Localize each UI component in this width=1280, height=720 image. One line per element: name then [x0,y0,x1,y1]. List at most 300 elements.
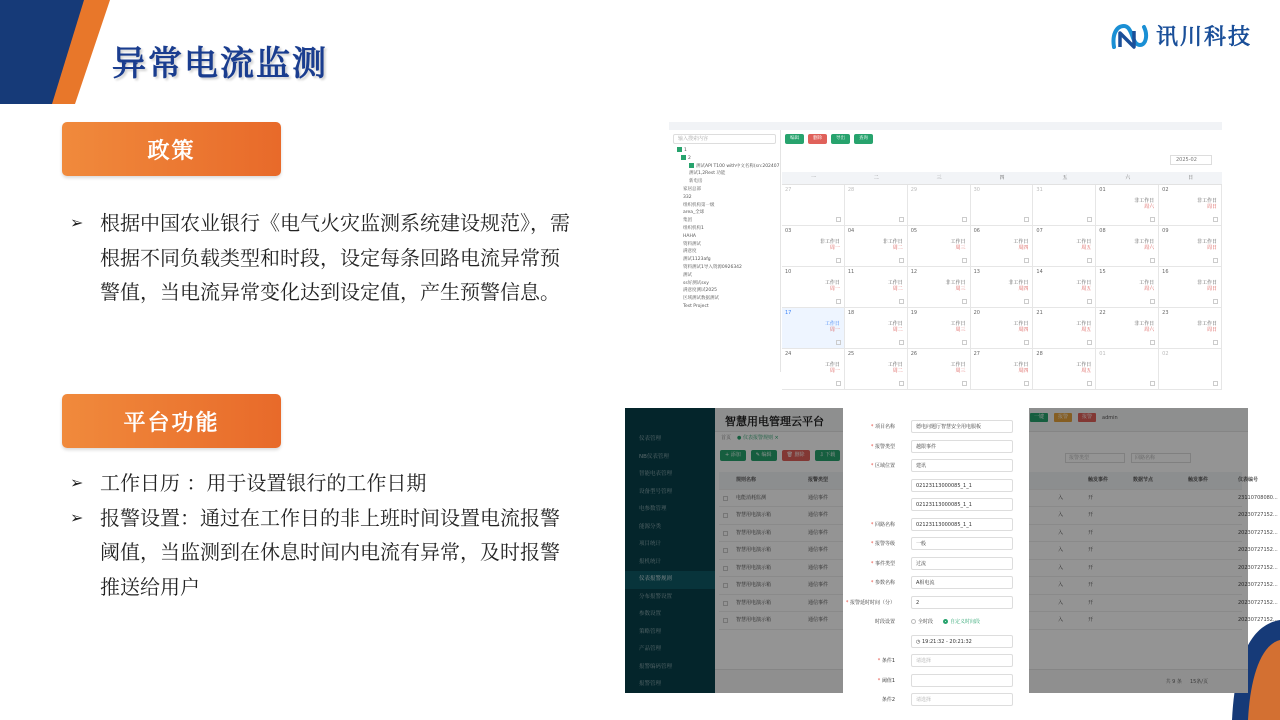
calendar-day[interactable] [782,308,845,349]
table-cell: 入 [1058,617,1064,623]
checkbox-icon[interactable] [681,155,686,160]
day-checkbox[interactable] [1150,299,1155,304]
day-weekday: 周日 [1206,204,1217,210]
tree-node[interactable] [673,256,776,264]
day-number: 02 [1162,351,1169,357]
weekday-label: 五 [1062,175,1068,181]
radio-option[interactable] [943,618,980,625]
pager-size[interactable]: 15条/页 [1189,679,1208,685]
tree-node[interactable] [673,264,776,272]
form-row [843,498,1029,518]
sidebar-item[interactable]: 仪表报警规则 [625,571,715,589]
pager-total: 共 9 条 [1165,679,1182,685]
form-label [878,677,895,684]
day-checkbox[interactable] [1087,258,1092,263]
tree-node[interactable] [673,295,776,303]
calendar-day[interactable] [1096,185,1159,226]
sidebar-item[interactable]: 能源分类 [639,523,662,530]
top-chip[interactable]: 一键 [1030,413,1048,422]
day-number: 12 [910,269,918,275]
column-header: 规则名称 [736,477,757,483]
sidebar-item[interactable]: 分布报警设置 [639,593,673,600]
calendar-day[interactable] [908,226,971,267]
column-header: 触发事件 [1088,477,1109,483]
calendar-day[interactable] [1159,267,1222,308]
day-type: 工作日 [1139,280,1155,286]
form-select[interactable]: A相电流 [911,576,1013,589]
sidebar-item[interactable]: 报警编码管理 [639,663,673,670]
form-label [871,540,895,547]
day-status [825,362,840,374]
day-checkbox[interactable] [962,299,967,304]
day-checkbox[interactable] [1024,258,1029,263]
day-status [951,321,966,333]
day-weekday: 周日 [1206,327,1217,333]
form-select[interactable]: 02123113000085_1_1 [911,518,1013,531]
calendar-day[interactable] [1096,267,1159,308]
form-label-text: 条件1 [881,658,895,664]
day-weekday: 周一 [829,327,840,333]
toolbar-button[interactable]: 删除 [808,134,827,144]
table-cell: 开 [1088,617,1094,623]
day-checkbox[interactable] [899,258,904,263]
calendar-day[interactable] [845,185,908,226]
calendar-day[interactable] [845,267,908,308]
form-label [875,618,895,625]
day-type: 非工作日 [882,239,903,245]
tree-node-label: 测试 [683,272,692,278]
sidebar-item[interactable]: 策略管理 [639,628,662,635]
day-status [820,239,840,251]
day-status [951,362,966,374]
calendar-day[interactable] [971,226,1034,267]
form-label [871,443,895,450]
form-select[interactable]: 过流 [911,557,1013,570]
calendar-screenshot [669,122,1222,372]
day-checkbox[interactable] [1024,217,1029,222]
day-status [1013,239,1028,251]
day-status [946,280,966,292]
table-cell: 通信事件 [808,494,829,501]
day-number: 07 [1036,228,1043,234]
policy-bullet-text: 根据中国农业银行《电气火灾监测系统建设规范》，需根据不同负载类型和时段，设定每条回路电流异常预警值，当电流异常变化达到设定值，产生预警信息。 [100,211,570,304]
day-weekday: 周一 [829,368,840,374]
radio-dot[interactable] [911,619,916,624]
day-status [1197,321,1217,333]
table-cell: 智慧用电演示箱 [736,582,772,588]
day-checkbox[interactable] [899,299,904,304]
day-type: 非工作日 [1196,198,1217,204]
org-tree-panel [669,130,781,372]
tree-node[interactable] [673,178,776,186]
tree-node-label: 组织机构1 [683,225,704,231]
day-number: 26 [910,351,918,357]
tree-node[interactable] [673,233,776,241]
tree-node-label: Test Project [683,303,709,309]
day-checkbox[interactable] [836,381,841,386]
form-label-text: 事件类型 [874,560,895,567]
table-cell: 通信事件 [808,599,829,606]
tree-node[interactable] [673,287,776,295]
form-select[interactable]: 请选择 [911,654,1013,667]
day-status [1197,239,1217,251]
day-checkbox[interactable] [962,258,967,263]
day-checkbox[interactable] [1024,381,1029,386]
day-weekday: 周五 [1081,245,1092,251]
tree-node[interactable] [673,248,776,256]
top-chip[interactable]: 报警 [1054,413,1072,422]
day-number: 05 [910,228,918,234]
day-number: 08 [1099,228,1106,234]
day-type: 非工作日 [945,280,966,286]
arrow-bullet-icon: ➢ [70,473,84,492]
day-number: 13 [973,269,980,275]
tree-node[interactable] [673,225,776,233]
day-checkbox[interactable] [1024,299,1029,304]
day-checkbox[interactable] [899,381,904,386]
calendar-day[interactable] [908,267,971,308]
table-cell: 20230727152... [1238,512,1278,518]
radio-group [911,618,980,625]
platform-bullet [70,501,570,605]
calendar-day[interactable] [908,308,971,349]
form-select[interactable]: 建讯 [911,459,1013,472]
calendar-day[interactable] [1033,226,1096,267]
day-checkbox[interactable] [1213,258,1218,263]
required-mark: * [870,560,875,567]
day-weekday: 周二 [892,327,903,333]
month-picker[interactable]: 2025-02 [1170,155,1212,165]
tree-node-label: 332 [683,194,692,200]
sidebar-item[interactable]: 报警管理 [639,681,662,687]
tree-node-label: 新电房 [689,179,703,185]
day-type: 工作日 [950,239,966,245]
form-row [843,674,1029,694]
radio-dot[interactable] [943,619,948,624]
day-status [1139,280,1154,292]
top-chip[interactable]: 报警 [1078,413,1096,422]
day-checkbox[interactable] [899,217,904,222]
day-type: 非工作日 [1196,280,1217,286]
day-number: 11 [847,269,855,275]
calendar-day[interactable] [971,185,1034,226]
tree-node[interactable] [673,209,776,217]
filter-circuit-name[interactable]: 回路名称 [1131,453,1191,463]
day-status [825,321,840,333]
table-cell: 开 [1088,494,1094,501]
sidebar-item[interactable]: 智能电表管理 [639,471,673,477]
toolbar-button[interactable]: 导出 [831,134,850,144]
day-weekday: 周一 [829,245,840,251]
form-row [843,596,1029,616]
required-mark: * [845,599,850,606]
tree-node[interactable] [673,303,776,311]
day-type: 非工作日 [1134,321,1155,327]
calendar-day[interactable] [1096,349,1159,390]
policy-bullet-list [70,206,570,310]
tree-node[interactable] [673,147,776,155]
calendar-day[interactable] [1096,308,1159,349]
calendar-day[interactable] [845,349,908,390]
day-weekday: 周日 [1206,245,1217,251]
calendar-day[interactable] [971,308,1034,349]
day-checkbox[interactable] [1024,340,1029,345]
weekday-label: 四 [999,175,1005,181]
calendar-day[interactable] [782,185,845,226]
day-number: 23 [1162,310,1169,316]
tree-node-label: 测试1,2Rest 功能 [689,171,726,177]
table-cell: 23110708080... [1238,494,1278,501]
tree-node[interactable] [673,217,776,225]
form-label-text: 回路名称 [874,521,895,528]
form-label-text: 区域位置 [874,463,895,469]
day-number: 09 [1162,228,1169,234]
day-weekday: 周日 [1206,286,1217,292]
table-cell: 入 [1058,582,1064,588]
checkbox-icon[interactable] [677,147,682,152]
day-checkbox[interactable] [1150,381,1155,386]
table-cell: 20230727152... [1238,529,1278,536]
tree-node[interactable] [673,241,776,249]
day-type: 非工作日 [1196,239,1217,245]
column-header: 报警类型 [808,477,829,483]
table-cell: 入 [1058,547,1064,553]
day-weekday: 周三 [955,245,966,251]
form-row [843,420,1029,440]
day-checkbox[interactable] [1150,217,1155,222]
calendar-day[interactable] [1033,185,1096,226]
action-button[interactable]: + 添加 [720,450,746,461]
form-select[interactable]: 一般 [911,537,1013,550]
calendar-day[interactable] [1033,349,1096,390]
day-number: 27 [785,187,792,193]
form-label-text: 项目名称 [874,424,895,430]
org-tree [673,147,780,311]
day-checkbox[interactable] [1150,340,1155,345]
day-type: 工作日 [1076,362,1092,368]
day-type: 工作日 [887,280,903,286]
form-select[interactable]: 02123113000085_1_1 [911,479,1013,492]
day-checkbox[interactable] [1213,381,1218,386]
day-status [1197,280,1217,292]
day-checkbox[interactable] [1213,299,1218,304]
calendar-day[interactable] [908,185,971,226]
calendar-day[interactable] [1033,308,1096,349]
sidebar-item[interactable]: 仪表管理 [639,436,662,442]
form-label [846,599,895,606]
day-type: 工作日 [1013,321,1029,327]
tree-node-label: 资料测试 [683,241,701,247]
calendar-day[interactable] [1159,308,1222,349]
day-checkbox[interactable] [1213,340,1218,345]
tree-node[interactable] [673,155,776,163]
sidebar-item[interactable]: 电参数管理 [639,506,667,512]
radio-option[interactable] [911,618,933,625]
day-weekday: 周六 [1144,245,1155,251]
column-header: 仪表编号 [1238,477,1259,483]
day-number: 24 [785,351,792,357]
tree-node[interactable] [673,272,776,280]
day-checkbox[interactable] [836,299,841,304]
table-cell: 开 [1088,582,1094,588]
day-checkbox[interactable] [836,340,841,345]
tree-search-input[interactable]: 输入搜索内容 [673,134,776,144]
day-weekday: 周三 [955,286,966,292]
table-cell: 智慧用电演示箱 [736,512,772,518]
day-status [1008,280,1028,292]
day-checkbox[interactable] [1087,381,1092,386]
table-cell: 通信事件 [808,564,829,571]
calendar-day[interactable] [971,267,1034,308]
weekday-label: 二 [873,175,879,181]
day-weekday: 周三 [955,368,966,374]
toolbar-button[interactable]: 查询 [854,134,873,144]
form-row [843,459,1029,479]
sidebar-item[interactable]: 报机统计 [639,558,662,565]
day-type: 工作日 [1076,239,1092,245]
day-status [888,321,903,333]
column-header: 触发事件 [1188,477,1209,483]
day-status [888,280,903,292]
platform-bullet-text: 工作日历 ：用于设置银行的工作日期 [100,471,427,495]
day-checkbox[interactable] [1150,258,1155,263]
tree-node[interactable] [673,170,776,178]
calendar-week [782,185,1222,226]
calendar-day[interactable] [782,349,845,390]
required-mark: * [870,463,875,469]
table-cell: 开 [1088,512,1094,518]
tree-node[interactable] [673,163,780,171]
day-number: 30 [973,187,980,193]
tree-node-label: 资料测试1导入资源0926342 [683,264,742,270]
action-button[interactable]: 🗑 删除 [782,450,810,461]
day-weekday: 周五 [1081,368,1092,374]
calendar-day[interactable] [1159,185,1222,226]
tree-node[interactable] [673,280,776,288]
user-name[interactable]: admin [1102,414,1118,421]
calendar-day[interactable] [971,349,1034,390]
platform-bullet-text: 报警设置：通过在工作日的非上班时间设置电流报警阈值，当监测到在休息时间内电流有异常，及时报警推送给用户 [100,505,560,599]
day-checkbox[interactable] [899,340,904,345]
day-weekday: 周四 [1018,245,1029,251]
form-label [878,657,895,664]
policy-bullet [70,206,570,310]
day-number: 18 [847,310,855,316]
table-cell: 通信事件 [808,529,829,536]
calendar-day[interactable] [908,349,971,390]
breadcrumb-home[interactable]: 首页 [721,435,732,441]
day-number: 28 [847,187,855,193]
day-number: 06 [973,228,980,234]
platform-screenshot [625,408,1278,703]
day-checkbox[interactable] [962,381,967,386]
calendar-day[interactable] [1096,226,1159,267]
day-checkbox[interactable] [836,258,841,263]
tree-node[interactable] [673,186,776,194]
day-checkbox[interactable] [962,340,967,345]
weekday-label: 一 [810,175,816,181]
filter-alarm-type[interactable]: 报警类型 [1065,453,1125,463]
form-input[interactable]: 2 [911,596,1013,609]
day-number: 01 [1099,351,1106,357]
form-label-text: 条件2 [881,697,895,703]
day-checkbox[interactable] [1087,217,1092,222]
breadcrumb-tag[interactable]: ● 仪表报警规则 × [737,435,779,441]
day-checkbox[interactable] [1087,299,1092,304]
calendar-day[interactable] [782,226,845,267]
form-row [843,693,1029,713]
table-cell: 开 [1088,529,1094,536]
tree-node[interactable] [673,194,776,202]
table-cell: 入 [1058,529,1064,536]
time-range-picker[interactable]: ◷ 19:21:32 - 20:21:32 [911,635,1013,648]
day-status [1134,198,1154,210]
table-cell: 入 [1058,512,1064,518]
calendar-day[interactable] [1159,226,1222,267]
calendar-day[interactable] [1159,349,1222,390]
day-weekday: 周二 [892,368,903,374]
radio-label: 自定义时间段 [950,619,981,625]
day-number: 15 [1099,269,1106,275]
sidebar-item[interactable]: 设备型号管理 [639,488,673,495]
form-select[interactable]: 请选择 [911,693,1013,706]
day-checkbox[interactable] [962,217,967,222]
calendar-day[interactable] [845,308,908,349]
tree-node-label: 满意度 [683,249,697,255]
day-weekday: 周五 [1081,327,1092,333]
sidebar-item[interactable]: 参数设置 [639,611,662,617]
sidebar-item[interactable]: 项目统计 [639,541,662,547]
day-status [1013,362,1028,374]
table-cell: 入 [1058,599,1064,606]
table-cell: 开 [1088,599,1094,606]
day-status [1076,239,1091,251]
day-checkbox[interactable] [836,217,841,222]
form-input[interactable] [911,674,1013,687]
table-cell: 通信事件 [808,617,829,623]
day-number: 16 [1162,269,1169,275]
day-type: 非工作日 [819,239,840,245]
day-type: 工作日 [950,362,966,368]
day-weekday: 周六 [1144,204,1155,210]
tree-node[interactable] [673,202,776,210]
required-mark: * [870,541,875,547]
calendar-day[interactable] [1033,267,1096,308]
action-button[interactable]: ✎ 编辑 [751,450,777,461]
day-number: 03 [785,228,792,234]
toolbar-button[interactable]: 编辑 [785,134,804,144]
day-status [1134,239,1154,251]
form-select[interactable]: 德电问题厅智慧安全用电服板 [911,420,1013,433]
day-checkbox[interactable] [1213,217,1218,222]
table-cell: 20230727152... [1238,617,1278,623]
day-status [1134,321,1154,333]
sidebar-item[interactable]: 产品管理 [639,646,662,652]
policy-heading: 政策 [62,122,281,176]
table-cell: 开 [1088,547,1094,553]
table-cell: 智慧用电演示箱 [736,529,772,536]
action-button[interactable]: ⇩ 下载 [815,450,841,461]
calendar-day[interactable] [845,226,908,267]
day-number: 31 [1036,187,1043,193]
form-select[interactable]: 02123113000085_1_1 [911,498,1013,511]
tree-node-label: ss好测试sxy [683,280,709,286]
form-select[interactable]: 越限事件 [911,440,1013,453]
checkbox-icon[interactable] [689,163,694,168]
sidebar-item[interactable]: NB仪表管理 [639,453,669,460]
day-checkbox[interactable] [1087,340,1092,345]
calendar-day[interactable] [782,267,845,308]
